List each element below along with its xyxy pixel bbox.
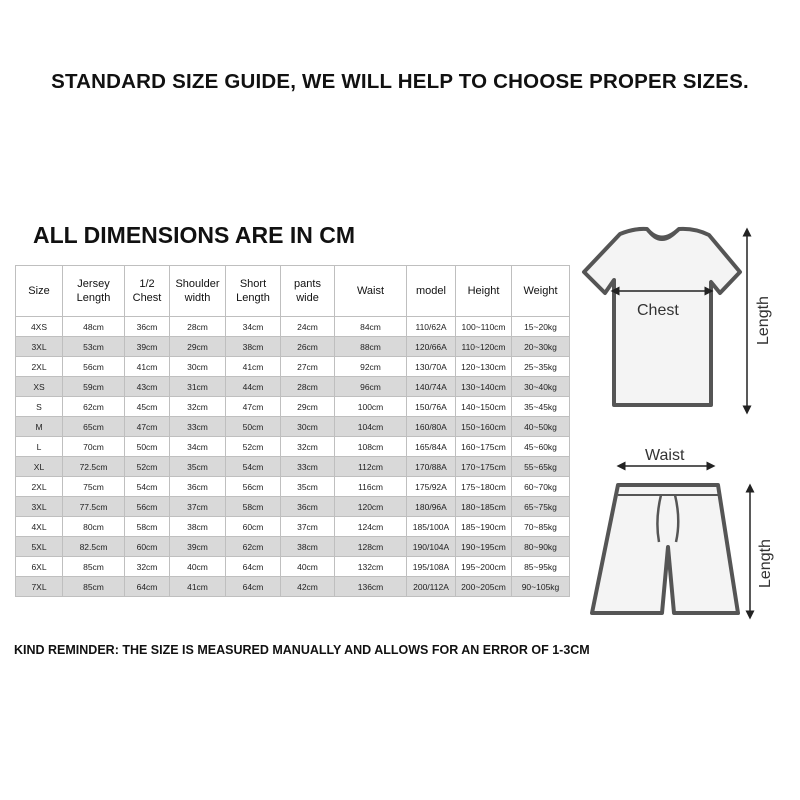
table-cell: 80~90kg: [512, 537, 570, 557]
shirt-length-label: Length: [755, 296, 772, 345]
table-cell: 88cm: [335, 337, 407, 357]
shorts-length-arrow: [750, 488, 774, 615]
table-cell: 41cm: [125, 357, 170, 377]
table-cell: 39cm: [170, 537, 226, 557]
table-cell: 39cm: [125, 337, 170, 357]
table-cell: 3XL: [16, 497, 63, 517]
table-cell: 185/100A: [407, 517, 456, 537]
shorts-length-label: Length: [757, 539, 774, 588]
table-cell: 120cm: [335, 497, 407, 517]
table-row: [16, 517, 570, 537]
table-cell: 190~195cm: [456, 537, 512, 557]
table-cell: 84cm: [335, 317, 407, 337]
table-cell: 30cm: [281, 417, 335, 437]
table-row: [16, 537, 570, 557]
table-cell: 42cm: [281, 577, 335, 597]
table-cell: 85cm: [63, 577, 125, 597]
table-row: [16, 477, 570, 497]
table-cell: 104cm: [335, 417, 407, 437]
table-cell: 40~50kg: [512, 417, 570, 437]
table-cell: 72.5cm: [63, 457, 125, 477]
table-cell: 32cm: [125, 557, 170, 577]
table-cell: 32cm: [281, 437, 335, 457]
table-cell: 175/92A: [407, 477, 456, 497]
table-cell: 38cm: [226, 337, 281, 357]
table-cell: 47cm: [125, 417, 170, 437]
table-cell: 47cm: [226, 397, 281, 417]
table-cell: 116cm: [335, 477, 407, 497]
table-cell: 110/62A: [407, 317, 456, 337]
table-cell: S: [16, 397, 63, 417]
table-cell: 124cm: [335, 517, 407, 537]
table-cell: 60cm: [125, 537, 170, 557]
table-cell: 5XL: [16, 537, 63, 557]
table-cell: 77.5cm: [63, 497, 125, 517]
table-cell: 160~175cm: [456, 437, 512, 457]
table-cell: 190/104A: [407, 537, 456, 557]
table-cell: 136cm: [335, 577, 407, 597]
table-cell: L: [16, 437, 63, 457]
table-cell: 180/96A: [407, 497, 456, 517]
table-cell: 195~200cm: [456, 557, 512, 577]
table-cell: 45cm: [125, 397, 170, 417]
table-cell: 33cm: [281, 457, 335, 477]
table-cell: 92cm: [335, 357, 407, 377]
table-cell: 200/112A: [407, 577, 456, 597]
table-row: [16, 377, 570, 397]
table-cell: 6XL: [16, 557, 63, 577]
table-cell: 41cm: [170, 577, 226, 597]
table-cell: 24cm: [281, 317, 335, 337]
table-cell: XS: [16, 377, 63, 397]
table-row: [16, 357, 570, 377]
column-header: Shoulder width: [170, 266, 226, 317]
table-cell: 29cm: [170, 337, 226, 357]
table-cell: 34cm: [170, 437, 226, 457]
table-cell: 33cm: [170, 417, 226, 437]
table-cell: 4XL: [16, 517, 63, 537]
shirt-length-arrow: [747, 232, 772, 410]
table-cell: 48cm: [63, 317, 125, 337]
measurement-reminder: KIND REMINDER: THE SIZE IS MEASURED MANUALLY AND ALLOWS FOR AN ERROR OF 1-3CM: [14, 643, 590, 657]
table-cell: 36cm: [281, 497, 335, 517]
table-cell: 52cm: [125, 457, 170, 477]
table-row: [16, 417, 570, 437]
table-cell: 20~30kg: [512, 337, 570, 357]
table-cell: 50cm: [226, 417, 281, 437]
table-row: [16, 497, 570, 517]
table-cell: 62cm: [226, 537, 281, 557]
table-cell: 59cm: [63, 377, 125, 397]
table-cell: 150~160cm: [456, 417, 512, 437]
table-cell: 132cm: [335, 557, 407, 577]
table-cell: 27cm: [281, 357, 335, 377]
table-cell: 15~20kg: [512, 317, 570, 337]
table-cell: 64cm: [226, 557, 281, 577]
table-cell: 160/80A: [407, 417, 456, 437]
table-cell: 58cm: [226, 497, 281, 517]
table-cell: 52cm: [226, 437, 281, 457]
table-cell: 34cm: [226, 317, 281, 337]
table-cell: 55~65kg: [512, 457, 570, 477]
table-cell: 4XS: [16, 317, 63, 337]
table-cell: 3XL: [16, 337, 63, 357]
table-cell: 58cm: [125, 517, 170, 537]
table-cell: 185~190cm: [456, 517, 512, 537]
table-cell: 60~70kg: [512, 477, 570, 497]
table-cell: 41cm: [226, 357, 281, 377]
shorts-icon: [592, 447, 738, 613]
column-header: Short Length: [226, 266, 281, 317]
table-cell: 28cm: [281, 377, 335, 397]
column-header: Size: [16, 266, 63, 317]
table-cell: 35cm: [170, 457, 226, 477]
table-cell: 150/76A: [407, 397, 456, 417]
table-header-row: [16, 266, 570, 317]
table-cell: 38cm: [170, 517, 226, 537]
table-cell: 108cm: [335, 437, 407, 457]
table-cell: 140/74A: [407, 377, 456, 397]
table-cell: 30cm: [170, 357, 226, 377]
table-cell: 35~45kg: [512, 397, 570, 417]
table-cell: 2XL: [16, 477, 63, 497]
table-cell: 128cm: [335, 537, 407, 557]
table-cell: 120/66A: [407, 337, 456, 357]
column-header: model: [407, 266, 456, 317]
table-cell: 96cm: [335, 377, 407, 397]
table-body: [16, 317, 570, 597]
table-cell: 32cm: [170, 397, 226, 417]
table-cell: 38cm: [281, 537, 335, 557]
table-cell: 36cm: [170, 477, 226, 497]
column-header: Weight: [512, 266, 570, 317]
table-cell: 130~140cm: [456, 377, 512, 397]
table-cell: 120~130cm: [456, 357, 512, 377]
table-cell: 170/88A: [407, 457, 456, 477]
waist-label: Waist: [645, 447, 685, 464]
table-cell: XL: [16, 457, 63, 477]
table-cell: 2XL: [16, 357, 63, 377]
table-cell: 43cm: [125, 377, 170, 397]
column-header: Jersey Length: [63, 266, 125, 317]
table-cell: 75cm: [63, 477, 125, 497]
table-cell: 54cm: [125, 477, 170, 497]
table-row: [16, 457, 570, 477]
table-cell: 90~105kg: [512, 577, 570, 597]
table-row: [16, 337, 570, 357]
table-cell: 31cm: [170, 377, 226, 397]
table-cell: 53cm: [63, 337, 125, 357]
table-cell: 37cm: [170, 497, 226, 517]
table-cell: 80cm: [63, 517, 125, 537]
table-row: [16, 397, 570, 417]
table-cell: 112cm: [335, 457, 407, 477]
page-headline: STANDARD SIZE GUIDE, WE WILL HELP TO CHOOSE PROPER SIZES.: [51, 70, 749, 93]
table-cell: 44cm: [226, 377, 281, 397]
dimensions-note: ALL DIMENSIONS ARE IN CM: [33, 222, 356, 248]
table-cell: 140~150cm: [456, 397, 512, 417]
table-cell: 40cm: [170, 557, 226, 577]
table-cell: 130/70A: [407, 357, 456, 377]
table-cell: 7XL: [16, 577, 63, 597]
table-cell: 65~75kg: [512, 497, 570, 517]
table-row: [16, 317, 570, 337]
table-cell: 28cm: [170, 317, 226, 337]
column-header: Height: [456, 266, 512, 317]
table-cell: 110~120cm: [456, 337, 512, 357]
table-cell: 170~175cm: [456, 457, 512, 477]
table-cell: 64cm: [226, 577, 281, 597]
table-cell: 35cm: [281, 477, 335, 497]
tshirt-icon: [584, 229, 740, 405]
table-cell: 85cm: [63, 557, 125, 577]
table-cell: 70cm: [63, 437, 125, 457]
table-cell: 100cm: [335, 397, 407, 417]
table-cell: 56cm: [63, 357, 125, 377]
table-cell: 25~35kg: [512, 357, 570, 377]
table-cell: 30~40kg: [512, 377, 570, 397]
table-cell: 54cm: [226, 457, 281, 477]
table-cell: 29cm: [281, 397, 335, 417]
table-cell: 65cm: [63, 417, 125, 437]
table-cell: 200~205cm: [456, 577, 512, 597]
table-cell: 85~95kg: [512, 557, 570, 577]
table-cell: 180~185cm: [456, 497, 512, 517]
column-header: pants wide: [281, 266, 335, 317]
table-cell: 70~85kg: [512, 517, 570, 537]
table-cell: 195/108A: [407, 557, 456, 577]
table-row: [16, 557, 570, 577]
table-row: [16, 437, 570, 457]
table-cell: 100~110cm: [456, 317, 512, 337]
table-cell: 62cm: [63, 397, 125, 417]
table-cell: 56cm: [125, 497, 170, 517]
table-cell: 50cm: [125, 437, 170, 457]
column-header: 1/2 Chest: [125, 266, 170, 317]
table-cell: 165/84A: [407, 437, 456, 457]
table-cell: 82.5cm: [63, 537, 125, 557]
column-header: Waist: [335, 266, 407, 317]
table-cell: 56cm: [226, 477, 281, 497]
table-cell: 60cm: [226, 517, 281, 537]
table-cell: 45~60kg: [512, 437, 570, 457]
size-chart-table: [15, 265, 570, 597]
table-row: [16, 577, 570, 597]
table-cell: 175~180cm: [456, 477, 512, 497]
table-cell: 26cm: [281, 337, 335, 357]
table-cell: 40cm: [281, 557, 335, 577]
garment-diagram: [575, 220, 795, 630]
table-cell: 64cm: [125, 577, 170, 597]
table-cell: 36cm: [125, 317, 170, 337]
chest-label: Chest: [637, 302, 679, 319]
table-cell: 37cm: [281, 517, 335, 537]
table-cell: M: [16, 417, 63, 437]
